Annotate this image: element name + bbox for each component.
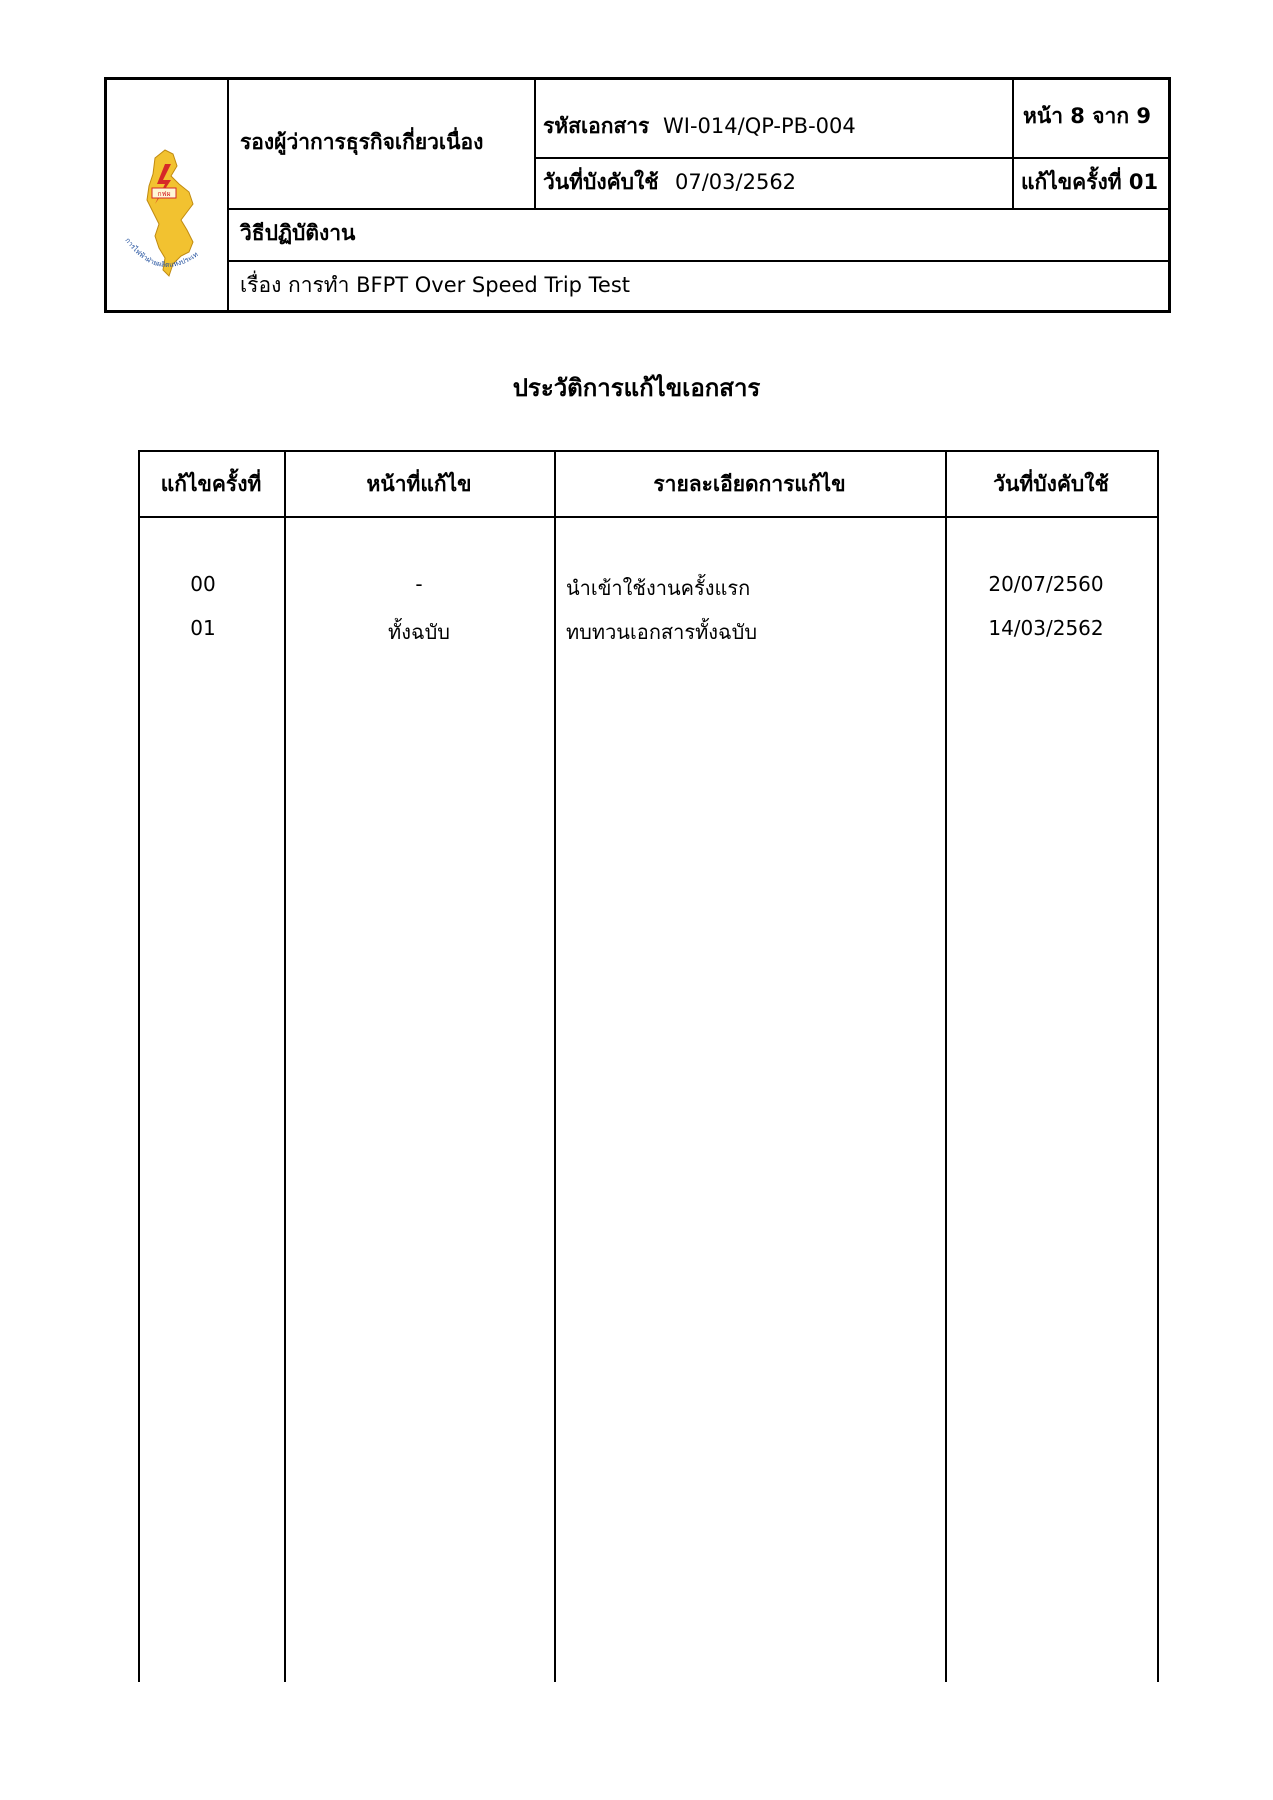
page-title: ประวัติการแก้ไขเอกสาร [512,374,761,402]
logo-cell [107,80,229,310]
cell-pages: - [415,572,423,596]
cell-detail: ทบทวนเอกสารทั้งฉบับ [566,620,758,644]
doc-type: วิธีปฏิบัติงาน [240,221,356,245]
revision-info: แก้ไขครั้งที่ 01 [1021,170,1159,194]
column-header-date: วันที่บังคับใช้ [993,472,1109,496]
column-header-pages: หน้าที่แก้ไข [366,472,472,496]
cell-date: 20/07/2560 [988,572,1104,596]
cell-revision: 00 [190,572,216,596]
effective-date-label: วันที่บังคับใช้ [543,170,659,194]
department-label: รองผู้ว่าการธุรกิจเกี่ยวเนื่อง [240,130,484,154]
logo-label: กฟผ [157,190,171,198]
column-header-revision: แก้ไขครั้งที่ [160,472,262,496]
column-header-detail: รายละเอียดการแก้ไข [653,472,846,496]
cell-revision: 01 [190,616,216,640]
doc-subject: เรื่อง การทำ BFPT Over Speed Trip Test [240,273,631,297]
effective-date: 07/03/2562 [675,170,797,194]
doc-code: WI-014/QP-PB-004 [663,114,856,138]
document-header [104,77,1171,313]
cell-pages: ทั้งฉบับ [388,620,450,644]
cell-detail: นำเข้าใช้งานครั้งแรก [566,576,751,600]
cell-date: 14/03/2562 [988,616,1104,640]
page-info: หน้า 8 จาก 9 [1023,104,1151,128]
doc-code-label: รหัสเอกสาร [543,114,650,138]
revision-history-table [138,450,1159,1682]
logo-arc-text: การไฟฟ้าฝ่ายผลิตแห่งประเท [123,236,200,270]
egat-logo [107,80,229,310]
